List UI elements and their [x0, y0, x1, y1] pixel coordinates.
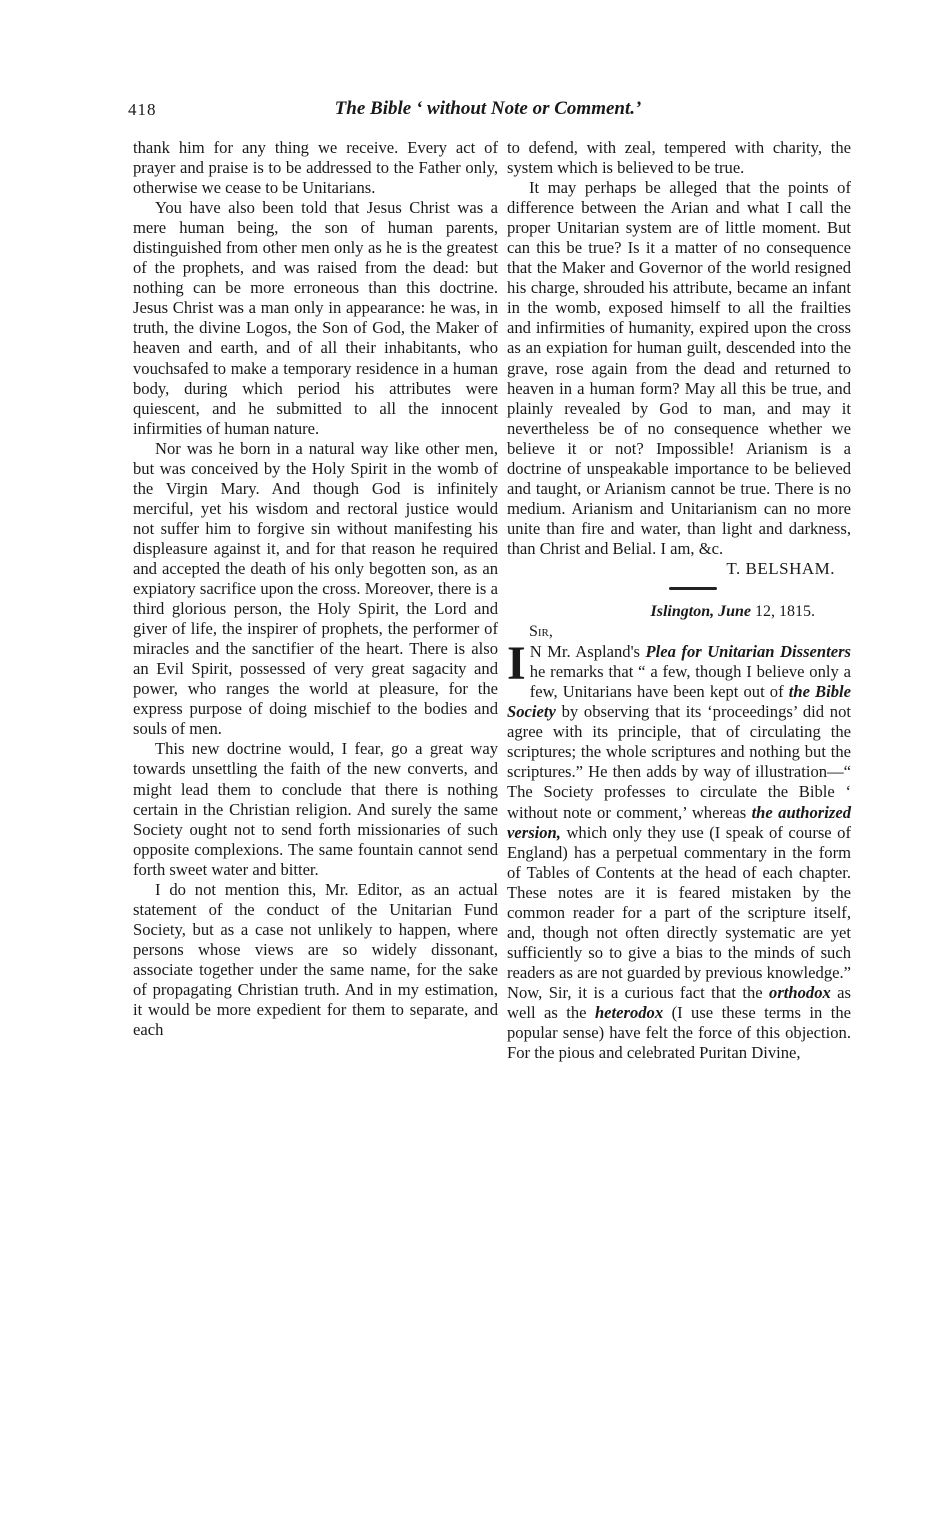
right-paragraph-2: It may perhaps be alleged that the points of difference between the Arian and what I call the proper Unitarian system are of little moment. But can this be true? Is it a matter of no consequence that the Maker and Governor of the world resigned his charge, shrouded his attribute, became an infant in the womb, exposed himself to all the frailties and infirmities of humanity, expired upon the cross as an expiation for human guilt, descended into the grave, rose again from the dead and returned to heaven in a human form? May all this be true, and plainly revealed by God to man, and may it nevertheless be of no consequence whether we believe it or not? Impossible! Arianism is a doctrine of unspeakable importance to be believed and taught, or Arianism cannot be true. There is no medium. Arianism and Unitarianism can no more unite than fire and water, than light and darkness, than Christ and Belial. I am, &c. — [507, 178, 851, 558]
left-paragraph-4: This new doctrine would, I fear, go a great way towards unsettling the faith of the new converts, and might lead them to conclude that there is nothing certain in the Christian religion. And surely the same Society ought not to send forth missionaries of such opposite complexions. The same fountain cannot send forth sweet water and bitter. — [133, 739, 498, 879]
signature: T. BELSHAM. — [726, 558, 835, 578]
letter-paragraph-1 — [507, 637, 852, 1063]
right-paragraph-1: to defend, with zeal, tempered with charity, the system which is believed to be true. — [507, 138, 851, 178]
dateline-date: 12, 1815. — [755, 603, 815, 621]
running-title: The Bible ‘ without Note or Comment.’ — [334, 98, 642, 119]
left-paragraph-1: thank him for any thing we receive. Every act of prayer and praise is to be addressed to the Father only, otherwise we cease to be Unitarians. — [133, 138, 498, 198]
left-column — [133, 138, 498, 1040]
letter-heterodox: heterodox — [594, 1002, 664, 1022]
drop-cap: I — [507, 637, 526, 691]
letter-authorized-version: the authorized version, — [507, 802, 851, 842]
left-paragraph-2: You have also been told that Jesus Christ was a mere human being, the son of human parents, distinguished from other men only as he is the greatest of the prophets, and was raised from the dead: but nothing can be more erroneous than this doctrine. Jesus Christ was a man only in appearance: he was, in truth, the divine Logos, the Son of God, the Maker of heaven and earth, and of all their inhabitants, who vouchsafed to make a temporary residence in a human body, during which period his attributes were quiescent, and he submitted to all the innocent infirmities of human nature. — [133, 198, 498, 438]
letter-text-c: by observing that its ‘proceedings’ did not agree with its principle, that of circulating the scriptures; the whole scriptures and nothing but the scriptures.” He then adds by way of illustration—“ The Society professes to circulate the Bible ‘ without note or comment,’ whereas — [507, 702, 851, 822]
page-number: 418 — [128, 100, 157, 119]
letter-text-e: as well as the — [507, 982, 851, 1022]
letter-bible-society: the Bible Society — [507, 682, 851, 722]
running-header — [128, 98, 848, 132]
salutation-text: Sir, — [529, 623, 553, 641]
left-paragraph-5: I do not mention this, Mr. Editor, as an actual statement of the conduct of the Unitarian Fund Society, but as a case not unlikely to happen, where persons whose views are so widely dissonant, associate together under the same name, for the sake of propagating Christian truth. And in my estimation, it would be more expedient for them to separate, and each — [133, 879, 498, 1040]
dateline — [507, 602, 851, 622]
left-paragraph-3: Nor was he born in a natural way like other men, but was conceived by the Holy Spirit in the womb of the Virgin Mary. And though God is infinitely merciful, yet his wisdom and rectoral justice would not suffer him to forgive sin without manifesting his displeasure against it, and for that reason he required and accepted the death of his only begotten son, as an expiatory sacrifice upon the cross. Moreover, there is a third glorious person, the Holy Spirit, the Lord and giver of life, the inspirer of prophets, the performer of miracles and the sanctifier of the heart. There is also an Evil Spirit, possessed of very great sagacity and power, who ranges the world at pleasure, for the express purpose of doing mischief to the bodies and souls of men. — [133, 438, 498, 739]
letter-orthodox: orthodox — [769, 982, 831, 1002]
letter-text-d: which only they use (I speak of course of England) has a perpetual commentary in the form of Tables of Contents at the head of each chapter. These notes are it is feared mistaken by the common reader for a part of the scripture itself, and, though not often directly systematic are yet sufficiently so to give a bias to the minds of such readers as are not guarded by previous knowledge.” Now, Sir, it is a curious fact that the — [507, 822, 851, 1002]
right-column — [507, 138, 851, 1063]
letter-text-f: (I use these terms in the popular sense) have felt the force of this objection. For the pious and celebrated Puritan Divine, — [507, 1002, 851, 1063]
salutation — [507, 622, 851, 642]
section-divider — [669, 587, 717, 590]
letter-text-a: N Mr. Aspland's — [529, 642, 646, 662]
dateline-place: Islington, June — [650, 603, 751, 621]
letter-text-b: he remarks that “ a few, though I believe only a few, Unitarians have been kept out of — [529, 662, 851, 702]
letter-title-plea: Plea for Unitarian Dissenters — [645, 642, 852, 662]
